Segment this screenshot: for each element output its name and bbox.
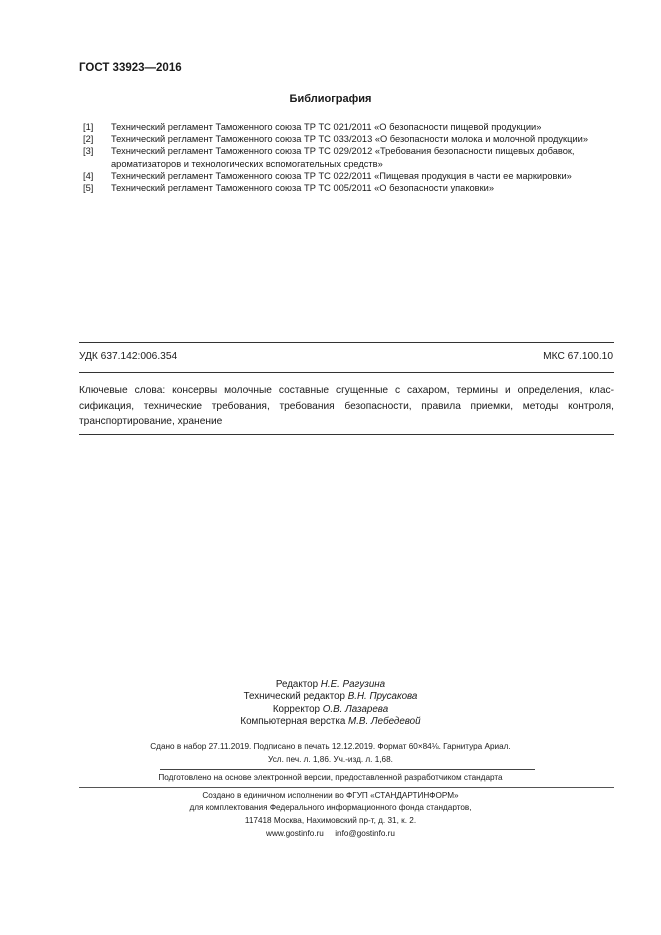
ref-text: Технический регламент Таможенного союза ТР ТС 029/2012 «Требования безопасности пищевых добавок, ароматизаторов и технологических вспомогательных средств» bbox=[111, 146, 575, 169]
credit-role: Корректор bbox=[272, 703, 320, 715]
bibliography-item bbox=[83, 145, 613, 169]
divider-print-info bbox=[160, 769, 535, 770]
credit-line bbox=[0, 716, 661, 728]
bibliography-title: Библиография bbox=[289, 93, 372, 105]
credit-person: О.В. Лазарева bbox=[322, 703, 389, 715]
bibliography-item bbox=[83, 133, 613, 145]
bibliography-item bbox=[83, 182, 613, 194]
credit-line bbox=[0, 691, 661, 703]
credit-person: Н.Е. Рагузина bbox=[320, 679, 386, 690]
ref-number: [1] bbox=[83, 122, 94, 132]
prepared-note: Подготовлено на основе электронной версии, предоставленной разработчиком стандарта bbox=[158, 773, 503, 782]
email-link[interactable]: info@gostinfo.ru bbox=[335, 829, 395, 838]
publisher-line-2: для комплектования Федерального информационного фонда стандартов, bbox=[189, 803, 472, 812]
ref-number: [2] bbox=[83, 134, 94, 145]
credit-person: М.В. Лебедевой bbox=[348, 716, 421, 728]
print-info-line-1: Сдано в набор 27.11.2019. Подписано в печать 12.12.2019. Формат 60×84⅛. Гарнитура Ариал. bbox=[150, 742, 511, 751]
divider-top bbox=[79, 342, 614, 343]
keywords: Ключевые слова: консервы молочные составные сгущенные с сахаром, термины и определения, клас-сификация, технические требования, требования безопасности, правила приемки, методы контроля, транспортирование, хранение bbox=[79, 385, 614, 427]
credit-person: В.Н. Прусакова bbox=[347, 691, 418, 703]
bibliography-list bbox=[83, 121, 613, 194]
credit-role: Компьютерная верстка bbox=[240, 716, 346, 728]
website-link[interactable]: www.gostinfo.ru bbox=[266, 829, 324, 838]
ref-text: Технический регламент Таможенного союза ТР ТС 033/2013 «О безопасности молока и молочной продукции» bbox=[111, 134, 588, 145]
divider-bottom bbox=[79, 434, 614, 435]
ref-text: Технический регламент Таможенного союза ТР ТС 022/2011 «Пищевая продукция в части ее маркировки» bbox=[111, 170, 572, 181]
udk-code: УДК 637.142:006.354 bbox=[79, 351, 178, 362]
mks-code: МКС 67.100.10 bbox=[543, 351, 613, 362]
ref-number: [5] bbox=[83, 183, 94, 194]
editorial-credits bbox=[0, 679, 661, 729]
ref-number: [3] bbox=[83, 146, 94, 157]
ref-text: Технический регламент Таможенного союза ТР ТС 005/2011 «О безопасности упаковки» bbox=[111, 183, 495, 194]
ref-number: [4] bbox=[83, 170, 94, 181]
bibliography-item bbox=[83, 170, 613, 182]
credit-role: Технический редактор bbox=[243, 691, 345, 703]
divider-middle bbox=[79, 372, 614, 373]
credit-role: Редактор bbox=[275, 679, 319, 690]
print-info-line-2: Усл. печ. л. 1,86. Уч.-изд. л. 1,68. bbox=[268, 755, 393, 764]
publisher-line-1: Создано в единичном исполнении во ФГУП «СТАНДАРТИНФОРМ» bbox=[202, 791, 459, 800]
publisher-contacts bbox=[0, 828, 661, 840]
credit-line bbox=[0, 679, 661, 691]
divider-publisher bbox=[79, 787, 614, 788]
bibliography-item bbox=[83, 121, 613, 133]
publisher-address: 117418 Москва, Нахимовский пр-т, д. 31, к. 2. bbox=[244, 816, 417, 825]
document-id: ГОСТ 33923—2016 bbox=[79, 62, 182, 74]
ref-text: Технический регламент Таможенного союза ТР ТС 021/2011 «О безопасности пищевой продукции» bbox=[111, 122, 542, 132]
credit-line bbox=[0, 704, 661, 716]
